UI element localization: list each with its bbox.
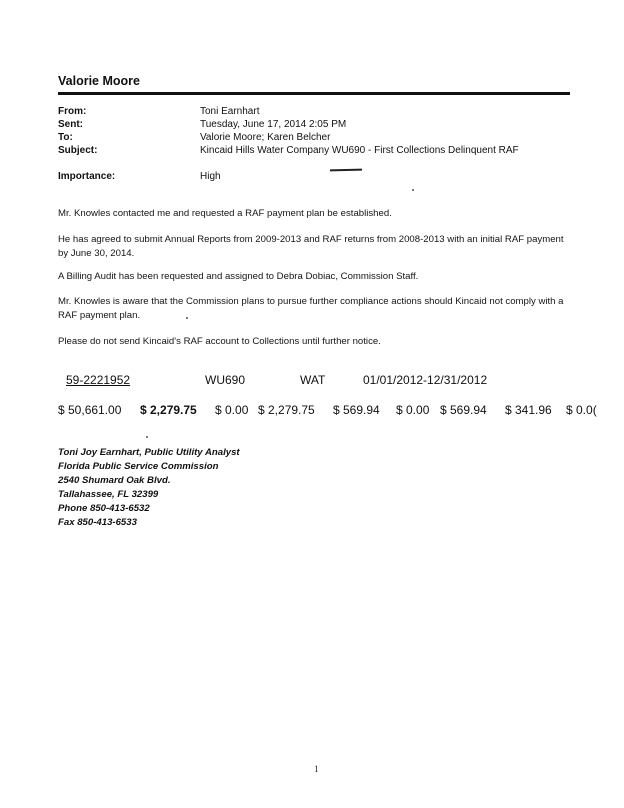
amount-7: $ 0.0( bbox=[566, 403, 597, 417]
signature-fax: Fax 850-413-6533 bbox=[58, 517, 137, 528]
body-paragraph-2: He has agreed to submit Annual Reports from 2009-2013 and RAF returns from 2008-2013 with an initial RAF payment by June 30, 2014. bbox=[58, 234, 564, 259]
signature-phone: Phone 850-413-6532 bbox=[58, 503, 150, 514]
sent-value: Tuesday, June 17, 2014 2:05 PM bbox=[200, 119, 347, 130]
amount-2: $ 2,279.75 bbox=[258, 403, 315, 417]
body-paragraph-1: Mr. Knowles contacted me and requested a RAF payment plan be established. bbox=[58, 208, 392, 219]
amount-3: $ 569.94 bbox=[333, 403, 380, 417]
scan-speck bbox=[412, 189, 414, 191]
mailbox-owner-name: Valorie Moore bbox=[58, 74, 140, 88]
amount-gross-revenue: $ 50,661.00 bbox=[58, 403, 122, 417]
subject-value: Kincaid Hills Water Company WU690 - First Collections Delinquent RAF bbox=[200, 145, 519, 156]
subject-label: Subject: bbox=[58, 145, 98, 156]
utility-code: WU690 bbox=[205, 373, 246, 387]
account-type: WAT bbox=[300, 373, 326, 387]
importance-value: High bbox=[200, 171, 221, 182]
sent-label: Sent: bbox=[58, 119, 83, 130]
scan-speck bbox=[146, 436, 148, 438]
to-value: Valorie Moore; Karen Belcher bbox=[200, 132, 331, 143]
body-paragraph-3: A Billing Audit has been requested and assigned to Debra Dobiac, Commission Staff. bbox=[58, 271, 419, 282]
scan-speck bbox=[186, 317, 188, 319]
importance-label: Importance: bbox=[58, 171, 116, 182]
body-paragraph-5: Please do not send Kincaid's RAF account to Collections until further notice. bbox=[58, 336, 381, 347]
amount-raf-due: $ 2,279.75 bbox=[140, 403, 197, 417]
account-id: 59-2221952 bbox=[66, 373, 131, 387]
from-label: From: bbox=[58, 106, 87, 117]
from-value: Toni Earnhart bbox=[200, 106, 260, 117]
to-label: To: bbox=[58, 132, 73, 143]
signature-org: Florida Public Service Commission bbox=[58, 461, 219, 472]
signature-name: Toni Joy Earnhart, Public Utility Analyst bbox=[58, 447, 240, 458]
signature-address-2: Tallahassee, FL 32399 bbox=[58, 489, 159, 500]
header-rule bbox=[58, 92, 570, 95]
billing-period: 01/01/2012-12/31/2012 bbox=[363, 373, 488, 387]
amount-6: $ 341.96 bbox=[505, 403, 552, 417]
handwritten-underline bbox=[330, 169, 362, 171]
signature-address-1: 2540 Shumard Oak Blvd. bbox=[58, 475, 171, 486]
amount-4: $ 0.00 bbox=[396, 403, 430, 417]
body-paragraph-4: Mr. Knowles is aware that the Commission plans to pursue further compliance actions should Kincaid not comply with a RAF payment plan. bbox=[58, 296, 564, 321]
amount-5: $ 569.94 bbox=[440, 403, 487, 417]
amount-1: $ 0.00 bbox=[215, 403, 249, 417]
page-number: 1 bbox=[314, 764, 319, 774]
